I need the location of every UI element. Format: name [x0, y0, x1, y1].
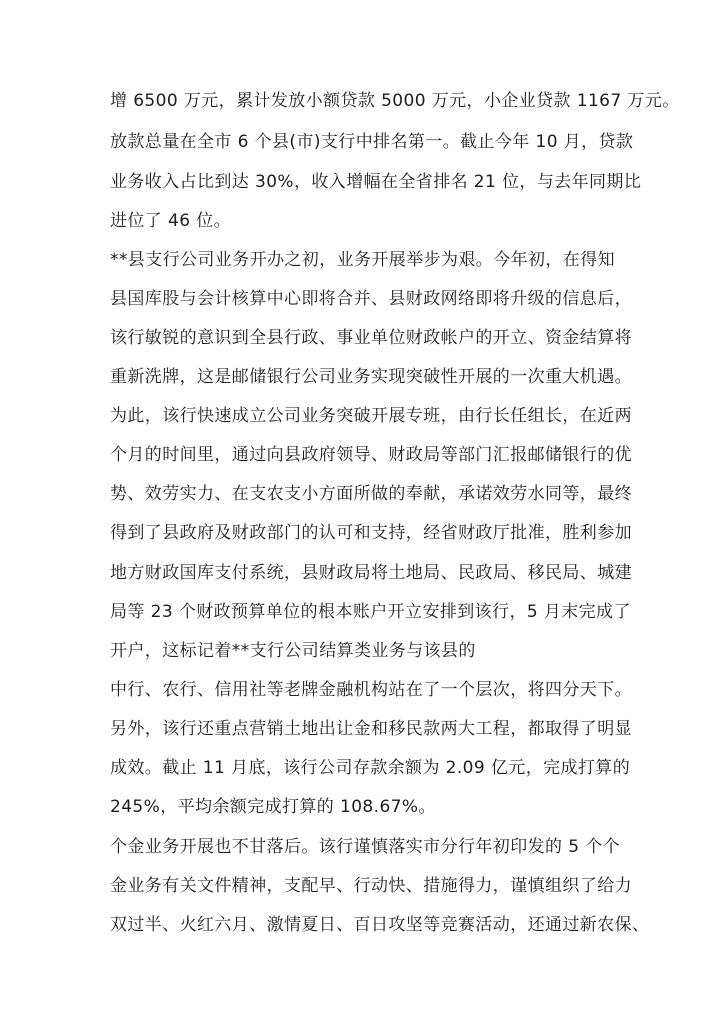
- text-line: 重新洗牌，这是邮储银行公司业务实现突破性开展的一次重大机遇。: [110, 367, 632, 387]
- text-line: 个月的时间里，通过向县政府领导、财政局等部门汇报邮储银行的优: [110, 445, 632, 465]
- text-line: 局等 23 个财政预算单位的根本账户开立安排到该行，5 月末完成了: [110, 602, 631, 622]
- text-line: 金业务有关文件精神，支配早、行动快、措施得力，谨慎组织了给力: [110, 876, 632, 896]
- text-line: 中行、农行、信用社等老牌金融机构站在了一个层次，将四分天下。: [110, 680, 632, 700]
- text-line: 245%，平均余额完成打算的 108.67%。: [110, 797, 436, 817]
- text-line: 另外，该行还重点营销土地出让金和移民款两大工程，都取得了明显: [110, 719, 632, 739]
- text-line: 势、效劳实力、在支农支小方面所做的奉献，承诺效劳水同等，最终: [110, 484, 632, 504]
- text-line: 地方财政国库支付系统，县财政局将土地局、民政局、移民局、城建: [110, 563, 632, 583]
- text-line: 个金业务开展也不甘落后。该行谨慎落实市分行年初印发的 5 个个: [110, 837, 621, 857]
- text-line: 增 6500 万元，累计发放小额贷款 5000 万元，小企业贷款 1167 万元。: [110, 91, 680, 111]
- text-line: 为此，该行快速成立公司业务突破开展专班，由行长任组长，在近两: [110, 406, 632, 426]
- text-line: **县支行公司业务开办之初，业务开展举步为艰。今年初，在得知: [110, 250, 615, 270]
- text-line: 开户，这标记着**支行公司结算类业务与该县的: [110, 641, 476, 661]
- text-line: 放款总量在全市 6 个县(市)支行中排名第一。截止今年 10 月，贷款: [110, 132, 634, 152]
- text-line: 县国库股与会计核算中心即将合并、县财政网络即将升级的信息后，: [110, 289, 632, 309]
- text-line: 业务收入占比到达 30%，收入增幅在全省排名 21 位，与去年同期比: [110, 172, 642, 192]
- text-line: 进位了 46 位。: [110, 211, 232, 231]
- text-line: 得到了县政府及财政部门的认可和支持，经省财政厅批准，胜利参加: [110, 523, 632, 543]
- text-line: 双过半、火红六月、激情夏日、百日攻坚等竞赛活动，还通过新农保、: [110, 915, 650, 935]
- text-line: 成效。截止 11 月底，该行公司存款余额为 2.09 亿元，完成打算的: [110, 758, 631, 778]
- text-line: 该行敏锐的意识到全县行政、事业单位财政帐户的开立、资金结算将: [110, 328, 632, 348]
